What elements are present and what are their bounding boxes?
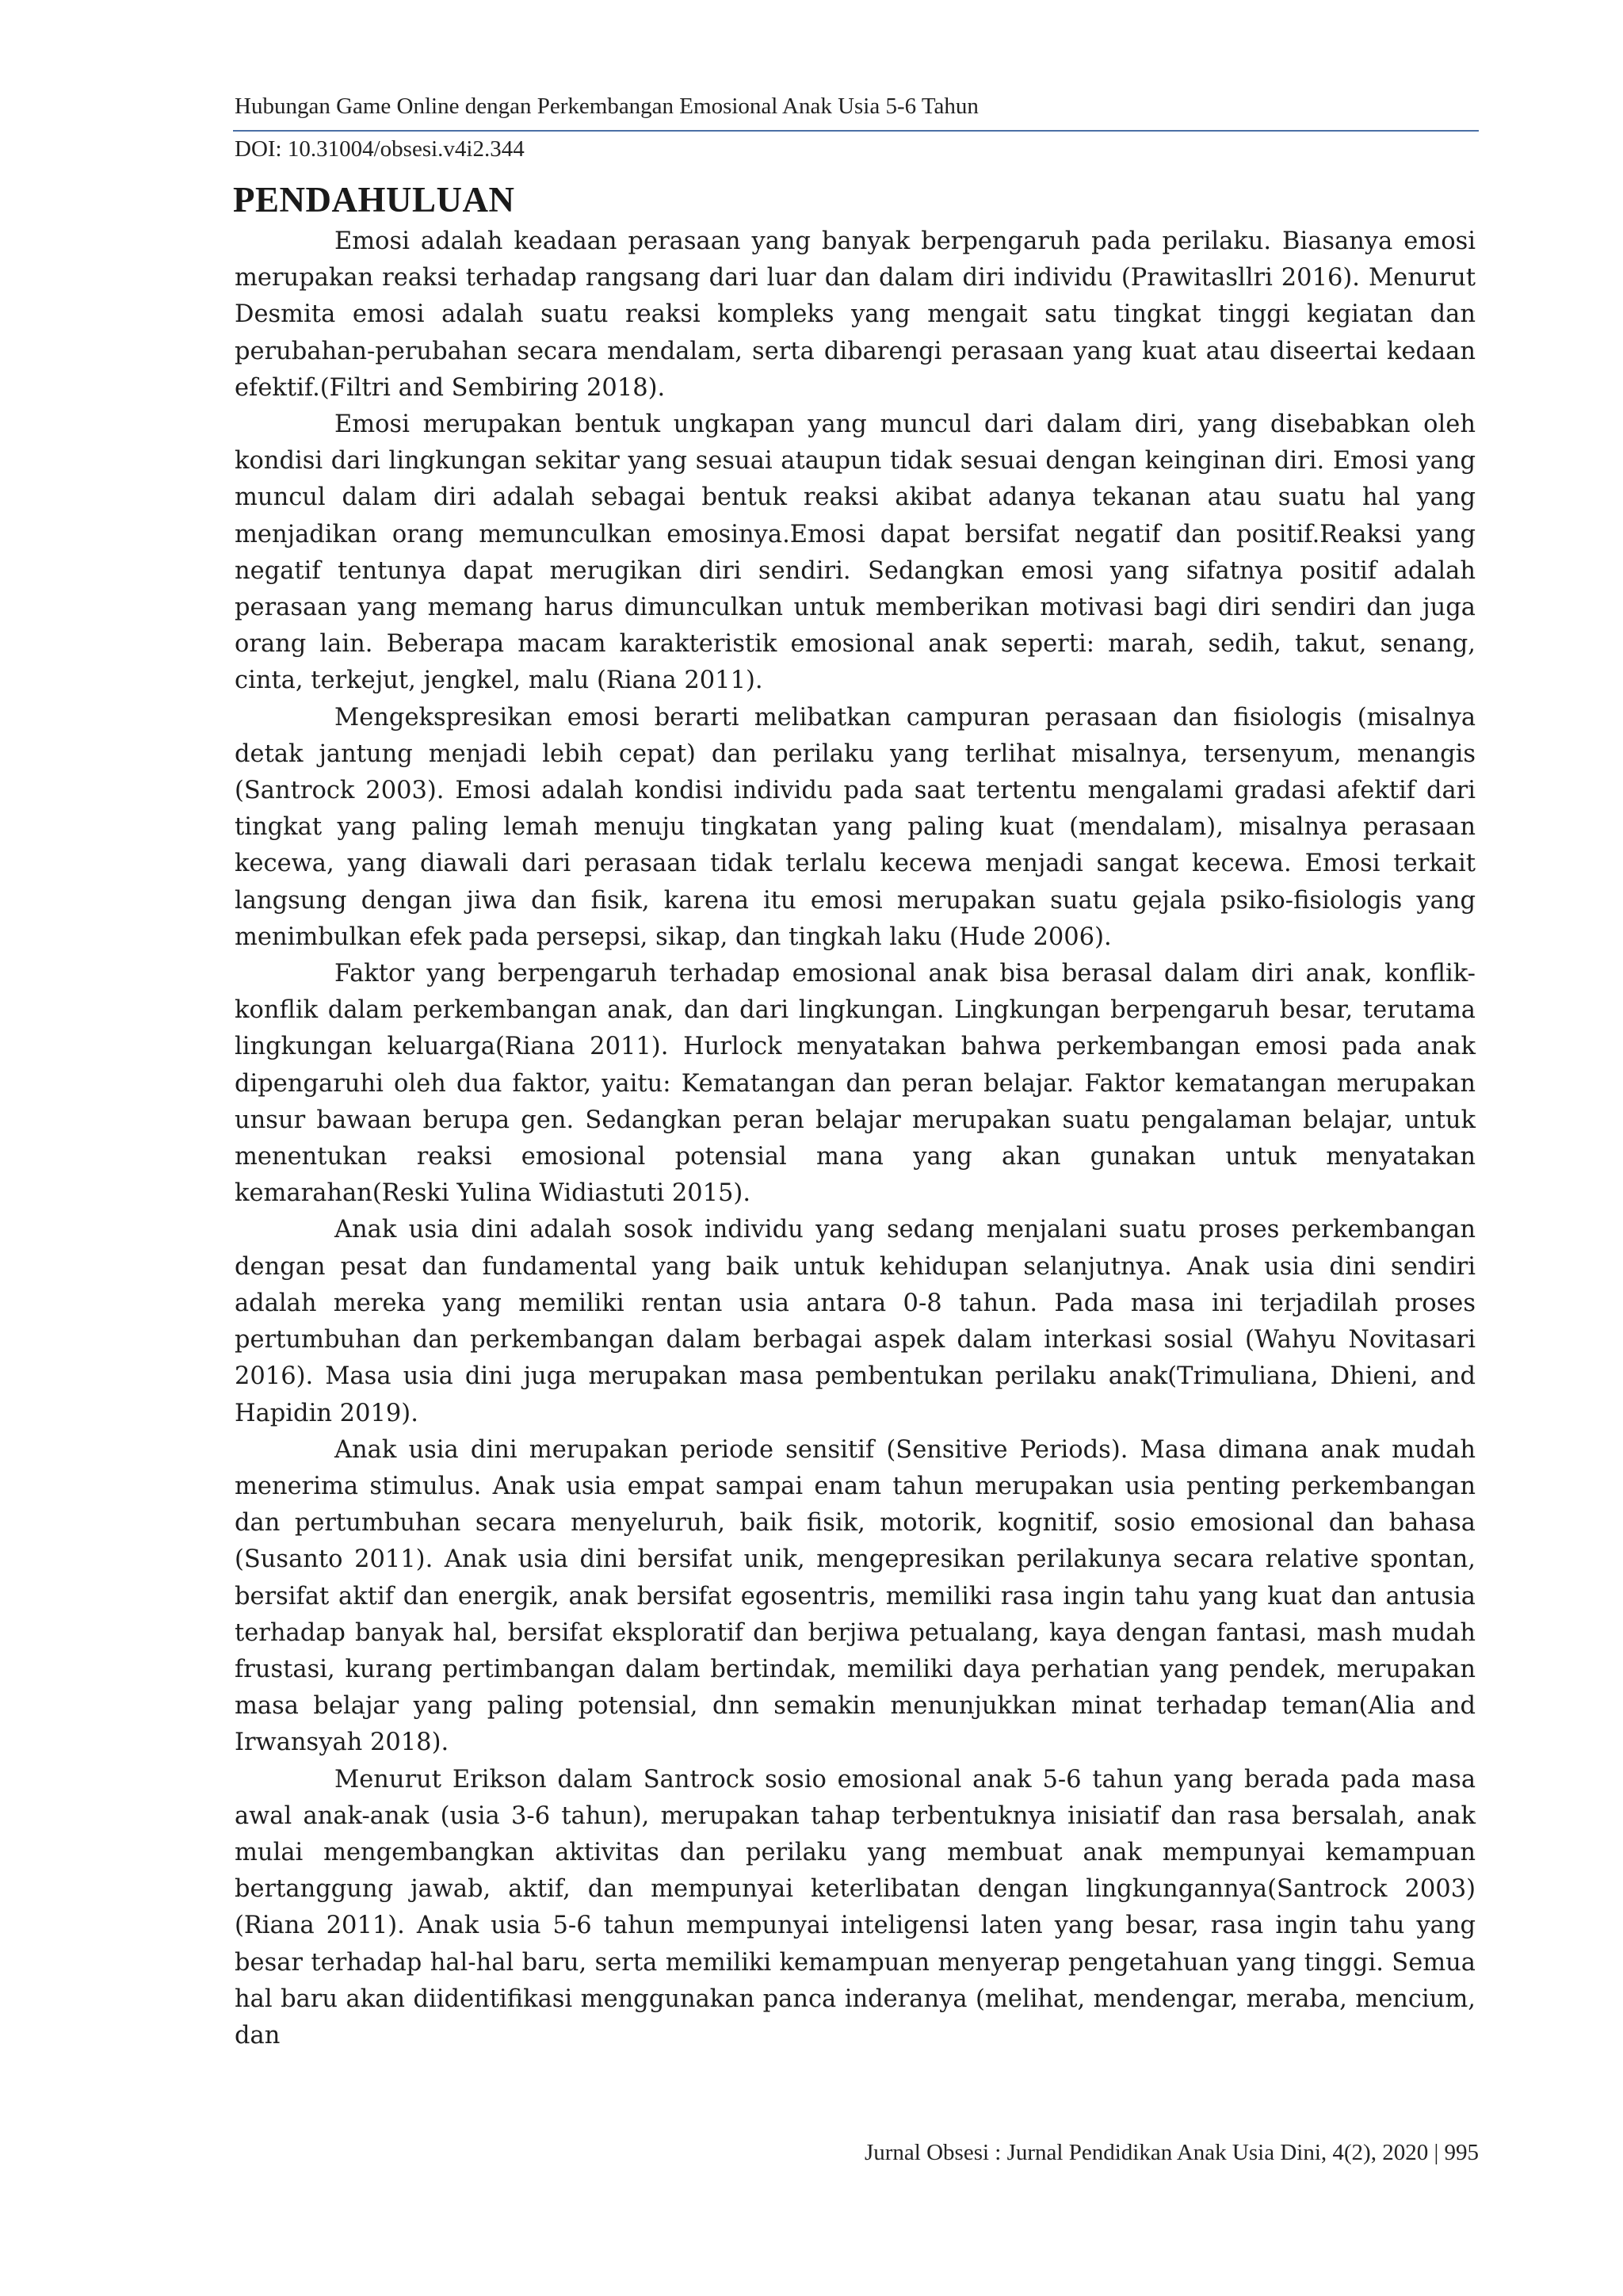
paragraph: Menurut Erikson dalam Santrock sosio emosional anak 5-6 tahun yang berada pada masa awal anak-anak (usia 3-6 tahun), merupakan tahap terbentuknya inisiatif dan rasa bersalah, anak mulai mengembangkan aktivitas dan perilaku yang membuat anak mempunyai kemampuan bertanggung jawab, aktif, dan mempunyai keterlibatan dengan lingkungannya(Santrock 2003)(Riana 2011). Anak usia 5-6 tahun mempunyai inteligensi laten yang besar, rasa ingin tahu yang besar terhadap hal-hal baru, serta memiliki kemampuan menyerap pengetahuan yang tinggi. Semua hal baru akan diidentifikasi menggunakan panca inderanya (melihat, mendengar, meraba, mencium, dan <box>235 1765 1476 2050</box>
journal-footer: Jurnal Obsesi : Jurnal Pendidikan Anak Usia Dini, 4(2), 2020 | 995 <box>864 2140 1479 2165</box>
doi-line: DOI: 10.31004/obsesi.v4i2.344 <box>235 136 525 162</box>
paragraph: Faktor yang berpengaruh terhadap emosional anak bisa berasal dalam diri anak, konflik-konflik dalam perkembangan anak, dan dari lingkungan. Lingkungan berpengaruh besar, terutama lingkungan keluarga(Riana 2011). Hurlock menyatakan bahwa perkembangan emosi pada anak dipengaruhi oleh dua faktor, yaitu: Kematangan dan peran belajar. Faktor kematangan merupakan unsur bawaan berupa gen. Sedangkan peran belajar merupakan suatu pengalaman belajar, untuk menentukan reaksi emosional potensial mana yang akan gunakan untuk menyatakan kemarahan(Reski Yulina Widiastuti 2015). <box>235 960 1476 1208</box>
paragraph: Anak usia dini merupakan periode sensitif (Sensitive Periods). Masa dimana anak mudah menerima stimulus. Anak usia empat sampai enam tahun merupakan usia penting perkembangan dan pertumbuhan secara menyeluruh, baik fisik, motorik, kognitif, sosio emosional dan bahasa (Susanto 2011). Anak usia dini bersifat unik, mengepresikan perilakunya secara relative spontan, bersifat aktif dan energik, anak bersifat egosentris, memiliki rasa ingin tahu yang kuat dan antusia terhadap banyak hal, bersifat eksploratif dan berjiwa petualang, kaya dengan fantasi, mash mudah frustasi, kurang pertimbangan dalam bertindak, memiliki daya perhatian yang pendek, merupakan masa belajar yang paling potensial, dnn semakin menunjukkan minat terhadap teman(Alia and Irwansyah 2018). <box>235 1435 1476 1757</box>
paragraph: Emosi merupakan bentuk ungkapan yang muncul dari dalam diri, yang disebabkan oleh kondisi dari lingkungan sekitar yang sesuai ataupun tidak sesuai dengan keinginan diri. Emosi yang muncul dalam diri adalah sebagai bentuk reaksi akibat adanya tekanan atau suatu hal yang menjadikan orang memunculkan emosinya.Emosi dapat bersifat negatif dan positif.Reaksi yang negatif tentunya dapat merugikan diri sendiri. Sedangkan emosi yang sifatnya positif adalah perasaan yang memang harus dimunculkan untuk memberikan motivasi bagi diri sendiri dan juga orang lain. Beberapa macam karakteristik emosional anak seperti: marah, sedih, takut, senang, cinta, terkejut, jengkel, malu (Riana 2011). <box>235 411 1476 695</box>
paragraph: Emosi adalah keadaan perasaan yang banyak berpengaruh pada perilaku. Biasanya emosi merupakan reaksi terhadap rangsang dari luar dan dalam diri individu (Prawitasllri 2016). Menurut Desmita emosi adalah suatu reaksi kompleks yang mengait satu tingkat tinggi kegiatan dan perubahan-perubahan secara mendalam, serta dibarengi perasaan yang kuat atau diseertai kedaan efektif.(Filtri and Sembiring 2018). <box>235 227 1476 402</box>
body-text <box>235 223 1476 2054</box>
paragraph: Mengekspresikan emosi berarti melibatkan campuran perasaan dan fisiologis (misalnya detak jantung menjadi lebih cepat) dan perilaku yang terlihat misalnya, tersenyum, menangis (Santrock 2003). Emosi adalah kondisi individu pada saat tertentu mengalami gradasi afektif dari tingkat yang paling lemah menuju tingkatan yang paling kuat (mendalam), misalnya perasaan kecewa, yang diawali dari perasaan tidak terlalu kecewa menjadi sangat kecewa. Emosi terkait langsung dengan jiwa dan fisik, karena itu emosi merupakan suatu gejala psiko-fisiologis yang menimbulkan efek pada persepsi, sikap, dan tingkah laku (Hude 2006). <box>235 703 1476 951</box>
running-title: Hubungan Game Online dengan Perkembangan Emosional Anak Usia 5-6 Tahun <box>235 94 979 119</box>
header-divider <box>233 130 1479 132</box>
paragraph: Anak usia dini adalah sosok individu yang sedang menjalani suatu proses perkembangan dengan pesat dan fundamental yang baik untuk kehidupan selanjutnya. Anak usia dini sendiri adalah mereka yang memiliki rentan usia antara 0-8 tahun. Pada masa ini terjadilah proses pertumbuhan dan perkembangan dalam berbagai aspek dalam interkasi sosial (Wahyu Novitasari 2016). Masa usia dini juga merupakan masa pembentukan perilaku anak(Trimuliana, Dhieni, and Hapidin 2019). <box>235 1216 1476 1427</box>
section-title: PENDAHULUAN <box>233 180 515 220</box>
